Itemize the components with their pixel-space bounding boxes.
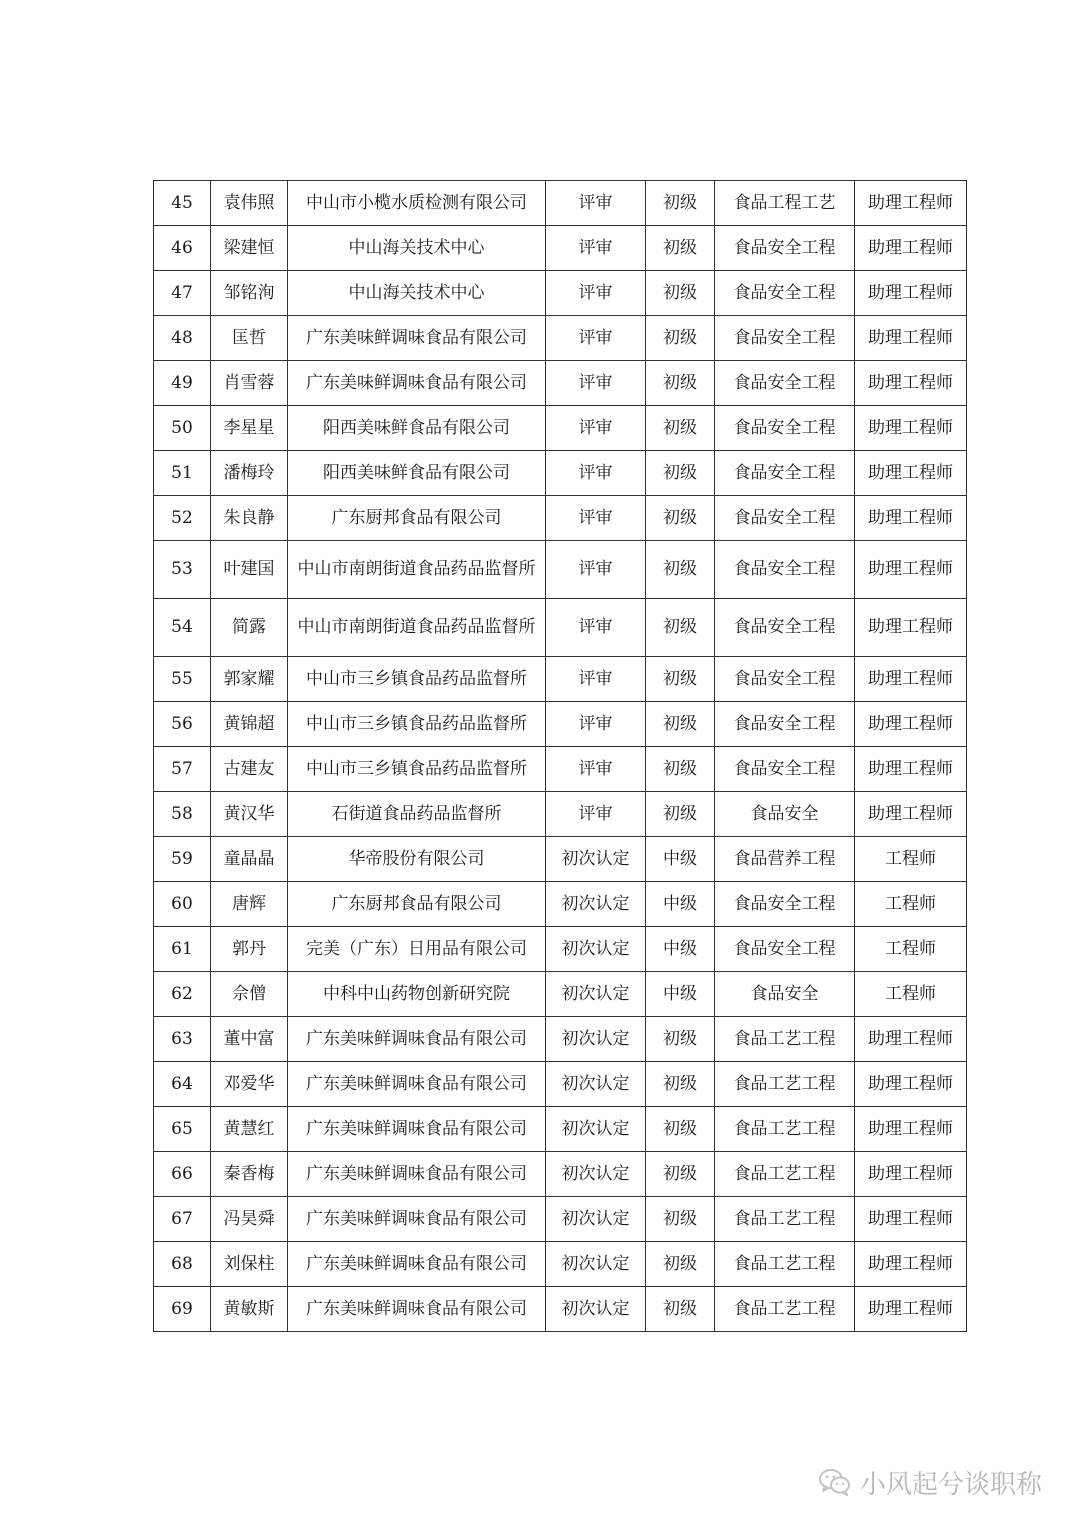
specialty-cell: 食品安全工程 — [715, 927, 855, 972]
method-cell: 评审 — [546, 406, 646, 451]
specialty-cell: 食品安全工程 — [715, 702, 855, 747]
method-cell: 初次认定 — [546, 1287, 646, 1332]
table-row — [154, 1242, 967, 1287]
company-cell: 中山市三乡镇食品药品监督所 — [288, 702, 546, 747]
company-cell: 广东美味鲜调味食品有限公司 — [288, 1242, 546, 1287]
index-cell: 66 — [154, 1152, 211, 1197]
specialty-cell: 食品安全 — [715, 972, 855, 1017]
level-cell: 初级 — [646, 599, 715, 657]
title-cell: 助理工程师 — [855, 657, 967, 702]
table-row — [154, 1197, 967, 1242]
index-cell: 68 — [154, 1242, 211, 1287]
index-cell: 46 — [154, 226, 211, 271]
name-cell: 秦香梅 — [211, 1152, 288, 1197]
name-cell: 潘梅玲 — [211, 451, 288, 496]
specialty-cell: 食品工艺工程 — [715, 1017, 855, 1062]
level-cell: 中级 — [646, 927, 715, 972]
table-row — [154, 1287, 967, 1332]
level-cell: 中级 — [646, 837, 715, 882]
specialty-cell: 食品工程工艺 — [715, 181, 855, 226]
level-cell: 初级 — [646, 271, 715, 316]
specialty-cell: 食品营养工程 — [715, 837, 855, 882]
company-cell: 广东美味鲜调味食品有限公司 — [288, 361, 546, 406]
specialty-cell: 食品安全工程 — [715, 496, 855, 541]
table-row — [154, 1152, 967, 1197]
method-cell: 评审 — [546, 271, 646, 316]
index-cell: 49 — [154, 361, 211, 406]
method-cell: 初次认定 — [546, 1107, 646, 1152]
table-row — [154, 882, 967, 927]
name-cell: 董中富 — [211, 1017, 288, 1062]
table-row — [154, 406, 967, 451]
title-cell: 助理工程师 — [855, 1017, 967, 1062]
company-cell: 广东美味鲜调味食品有限公司 — [288, 316, 546, 361]
method-cell: 评审 — [546, 316, 646, 361]
method-cell: 初次认定 — [546, 1242, 646, 1287]
table-row — [154, 451, 967, 496]
index-cell: 50 — [154, 406, 211, 451]
name-cell: 匡哲 — [211, 316, 288, 361]
specialty-cell: 食品安全工程 — [715, 657, 855, 702]
title-cell: 助理工程师 — [855, 1062, 967, 1107]
results-table — [153, 180, 967, 1332]
table-row — [154, 361, 967, 406]
index-cell: 54 — [154, 599, 211, 657]
company-cell: 中山市南朗街道食品药品监督所 — [288, 541, 546, 599]
company-cell: 广东厨邦食品有限公司 — [288, 496, 546, 541]
level-cell: 初级 — [646, 316, 715, 361]
title-cell: 助理工程师 — [855, 1152, 967, 1197]
table-row — [154, 181, 967, 226]
name-cell: 古建友 — [211, 747, 288, 792]
name-cell: 郭家耀 — [211, 657, 288, 702]
level-cell: 初级 — [646, 1062, 715, 1107]
company-cell: 广东美味鲜调味食品有限公司 — [288, 1107, 546, 1152]
index-cell: 62 — [154, 972, 211, 1017]
method-cell: 评审 — [546, 599, 646, 657]
company-cell: 完美（广东）日用品有限公司 — [288, 927, 546, 972]
level-cell: 初级 — [646, 747, 715, 792]
level-cell: 初级 — [646, 792, 715, 837]
level-cell: 初级 — [646, 1152, 715, 1197]
company-cell: 广东美味鲜调味食品有限公司 — [288, 1287, 546, 1332]
method-cell: 初次认定 — [546, 1197, 646, 1242]
company-cell: 中山海关技术中心 — [288, 271, 546, 316]
method-cell: 评审 — [546, 181, 646, 226]
name-cell: 黄慧红 — [211, 1107, 288, 1152]
index-cell: 47 — [154, 271, 211, 316]
name-cell: 肖雪蓉 — [211, 361, 288, 406]
name-cell: 冯昊舜 — [211, 1197, 288, 1242]
index-cell: 60 — [154, 882, 211, 927]
title-cell: 助理工程师 — [855, 1242, 967, 1287]
name-cell: 袁伟照 — [211, 181, 288, 226]
company-cell: 石街道食品药品监督所 — [288, 792, 546, 837]
name-cell: 黄锦超 — [211, 702, 288, 747]
name-cell: 简露 — [211, 599, 288, 657]
name-cell: 黄汉华 — [211, 792, 288, 837]
company-cell: 中科中山药物创新研究院 — [288, 972, 546, 1017]
name-cell: 叶建国 — [211, 541, 288, 599]
name-cell: 朱良静 — [211, 496, 288, 541]
name-cell: 童晶晶 — [211, 837, 288, 882]
method-cell: 评审 — [546, 657, 646, 702]
company-cell: 广东美味鲜调味食品有限公司 — [288, 1017, 546, 1062]
title-cell: 助理工程师 — [855, 792, 967, 837]
company-cell: 广东美味鲜调味食品有限公司 — [288, 1197, 546, 1242]
company-cell: 广东厨邦食品有限公司 — [288, 882, 546, 927]
method-cell: 评审 — [546, 702, 646, 747]
index-cell: 67 — [154, 1197, 211, 1242]
level-cell: 初级 — [646, 1107, 715, 1152]
level-cell: 初级 — [646, 1197, 715, 1242]
name-cell: 梁建恒 — [211, 226, 288, 271]
method-cell: 初次认定 — [546, 837, 646, 882]
method-cell: 评审 — [546, 747, 646, 792]
name-cell: 李星星 — [211, 406, 288, 451]
title-cell: 助理工程师 — [855, 702, 967, 747]
method-cell: 初次认定 — [546, 1152, 646, 1197]
table-row — [154, 747, 967, 792]
company-cell: 广东美味鲜调味食品有限公司 — [288, 1062, 546, 1107]
title-cell: 助理工程师 — [855, 226, 967, 271]
index-cell: 59 — [154, 837, 211, 882]
level-cell: 初级 — [646, 1287, 715, 1332]
level-cell: 初级 — [646, 226, 715, 271]
table-row — [154, 927, 967, 972]
specialty-cell: 食品安全工程 — [715, 271, 855, 316]
level-cell: 初级 — [646, 657, 715, 702]
level-cell: 中级 — [646, 972, 715, 1017]
index-cell: 61 — [154, 927, 211, 972]
title-cell: 助理工程师 — [855, 316, 967, 361]
specialty-cell: 食品安全工程 — [715, 226, 855, 271]
method-cell: 评审 — [546, 541, 646, 599]
company-cell: 中山市南朗街道食品药品监督所 — [288, 599, 546, 657]
table-row — [154, 1107, 967, 1152]
company-cell: 中山市小榄水质检测有限公司 — [288, 181, 546, 226]
level-cell: 初级 — [646, 1017, 715, 1062]
table-row — [154, 657, 967, 702]
specialty-cell: 食品工艺工程 — [715, 1197, 855, 1242]
level-cell: 初级 — [646, 361, 715, 406]
table-row — [154, 972, 967, 1017]
specialty-cell: 食品安全工程 — [715, 451, 855, 496]
index-cell: 57 — [154, 747, 211, 792]
watermark — [818, 1460, 1058, 1504]
name-cell: 佘僧 — [211, 972, 288, 1017]
title-cell: 工程师 — [855, 927, 967, 972]
index-cell: 56 — [154, 702, 211, 747]
company-cell: 阳西美味鲜食品有限公司 — [288, 451, 546, 496]
method-cell: 评审 — [546, 496, 646, 541]
level-cell: 中级 — [646, 882, 715, 927]
name-cell: 唐辉 — [211, 882, 288, 927]
specialty-cell: 食品安全工程 — [715, 316, 855, 361]
company-cell: 中山海关技术中心 — [288, 226, 546, 271]
title-cell: 工程师 — [855, 882, 967, 927]
title-cell: 助理工程师 — [855, 747, 967, 792]
title-cell: 助理工程师 — [855, 271, 967, 316]
level-cell: 初级 — [646, 406, 715, 451]
specialty-cell: 食品工艺工程 — [715, 1152, 855, 1197]
name-cell: 黄敏斯 — [211, 1287, 288, 1332]
level-cell: 初级 — [646, 181, 715, 226]
title-cell: 助理工程师 — [855, 451, 967, 496]
company-cell: 阳西美味鲜食品有限公司 — [288, 406, 546, 451]
index-cell: 52 — [154, 496, 211, 541]
table-row — [154, 702, 967, 747]
name-cell: 刘保柱 — [211, 1242, 288, 1287]
table-row — [154, 271, 967, 316]
company-cell: 广东美味鲜调味食品有限公司 — [288, 1152, 546, 1197]
method-cell: 初次认定 — [546, 927, 646, 972]
method-cell: 评审 — [546, 792, 646, 837]
table-row — [154, 226, 967, 271]
title-cell: 工程师 — [855, 837, 967, 882]
method-cell: 评审 — [546, 226, 646, 271]
table-row — [154, 316, 967, 361]
specialty-cell: 食品安全工程 — [715, 882, 855, 927]
specialty-cell: 食品工艺工程 — [715, 1107, 855, 1152]
level-cell: 初级 — [646, 496, 715, 541]
method-cell: 初次认定 — [546, 972, 646, 1017]
index-cell: 69 — [154, 1287, 211, 1332]
title-cell: 助理工程师 — [855, 1107, 967, 1152]
company-cell: 中山市三乡镇食品药品监督所 — [288, 657, 546, 702]
index-cell: 64 — [154, 1062, 211, 1107]
level-cell: 初级 — [646, 451, 715, 496]
table-row — [154, 496, 967, 541]
specialty-cell: 食品安全工程 — [715, 747, 855, 792]
method-cell: 评审 — [546, 451, 646, 496]
index-cell: 55 — [154, 657, 211, 702]
watermark-text: 小风起兮谈职称 — [860, 1469, 1043, 1500]
index-cell: 63 — [154, 1017, 211, 1062]
title-cell: 助理工程师 — [855, 361, 967, 406]
company-cell: 中山市三乡镇食品药品监督所 — [288, 747, 546, 792]
title-cell: 助理工程师 — [855, 496, 967, 541]
company-cell: 华帝股份有限公司 — [288, 837, 546, 882]
table-row — [154, 1017, 967, 1062]
table-row — [154, 599, 967, 657]
specialty-cell: 食品安全工程 — [715, 599, 855, 657]
specialty-cell: 食品工艺工程 — [715, 1242, 855, 1287]
name-cell: 郭丹 — [211, 927, 288, 972]
specialty-cell: 食品工艺工程 — [715, 1287, 855, 1332]
specialty-cell: 食品安全 — [715, 792, 855, 837]
table-row — [154, 837, 967, 882]
table-row — [154, 541, 967, 599]
specialty-cell: 食品安全工程 — [715, 406, 855, 451]
table-body — [154, 181, 967, 1332]
level-cell: 初级 — [646, 541, 715, 599]
index-cell: 65 — [154, 1107, 211, 1152]
level-cell: 初级 — [646, 1242, 715, 1287]
index-cell: 45 — [154, 181, 211, 226]
specialty-cell: 食品工艺工程 — [715, 1062, 855, 1107]
index-cell: 51 — [154, 451, 211, 496]
method-cell: 初次认定 — [546, 1017, 646, 1062]
method-cell: 初次认定 — [546, 1062, 646, 1107]
title-cell: 助理工程师 — [855, 1197, 967, 1242]
method-cell: 初次认定 — [546, 882, 646, 927]
index-cell: 58 — [154, 792, 211, 837]
index-cell: 48 — [154, 316, 211, 361]
table-row — [154, 792, 967, 837]
specialty-cell: 食品安全工程 — [715, 361, 855, 406]
wechat-icon — [818, 1467, 852, 1497]
method-cell: 评审 — [546, 361, 646, 406]
title-cell: 助理工程师 — [855, 406, 967, 451]
name-cell: 邹铭洵 — [211, 271, 288, 316]
title-cell: 工程师 — [855, 972, 967, 1017]
table-row — [154, 1062, 967, 1107]
title-cell: 助理工程师 — [855, 1287, 967, 1332]
title-cell: 助理工程师 — [855, 599, 967, 657]
title-cell: 助理工程师 — [855, 181, 967, 226]
specialty-cell: 食品安全工程 — [715, 541, 855, 599]
index-cell: 53 — [154, 541, 211, 599]
level-cell: 初级 — [646, 702, 715, 747]
name-cell: 邓爱华 — [211, 1062, 288, 1107]
title-cell: 助理工程师 — [855, 541, 967, 599]
